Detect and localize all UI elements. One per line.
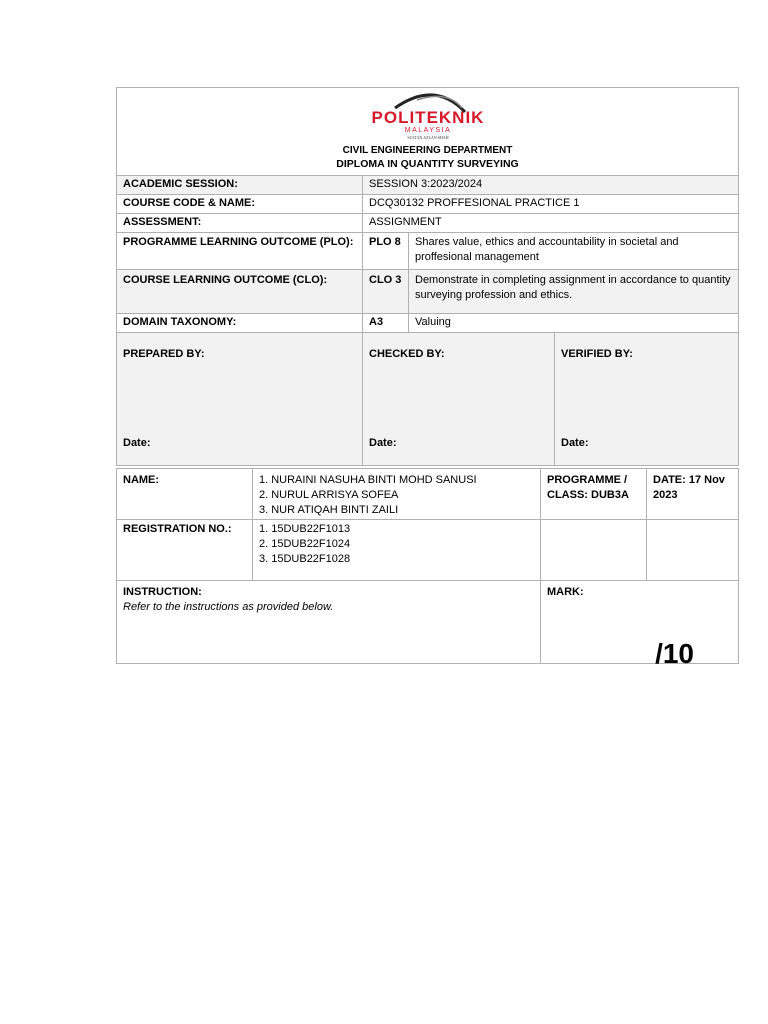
date-line-2: 2023 bbox=[653, 489, 678, 501]
politeknik-logo bbox=[117, 88, 738, 144]
clo-code: CLO 3 bbox=[363, 270, 409, 314]
class-label: CLASS: DUB3A bbox=[547, 489, 629, 501]
checked-by-cell bbox=[363, 333, 555, 466]
plo-row bbox=[117, 233, 739, 270]
plo-text: Shares value, ethics and accountability in societal and proffesional management bbox=[409, 233, 739, 270]
clo-label: COURSE LEARNING OUTCOME (CLO): bbox=[117, 270, 363, 314]
names-cell bbox=[253, 469, 541, 520]
mark-label: MARK: bbox=[547, 586, 584, 598]
student-info-table bbox=[116, 468, 739, 669]
name-row bbox=[117, 469, 739, 520]
student-name: 2. NURUL ARRISYA SOFEA bbox=[259, 489, 399, 501]
domain-label: DOMAIN TAXONOMY: bbox=[117, 314, 363, 333]
instruction-row bbox=[117, 581, 739, 664]
programme-class-cell bbox=[541, 469, 647, 520]
svg-text:MALAYSIA: MALAYSIA bbox=[404, 127, 452, 134]
plo-code: PLO 8 bbox=[363, 233, 409, 270]
academic-session-row bbox=[117, 176, 739, 195]
prepared-date-label: Date: bbox=[123, 437, 151, 449]
domain-row bbox=[117, 314, 739, 333]
empty-cell bbox=[541, 520, 647, 581]
programme-title: DIPLOMA IN QUANTITY SURVEYING bbox=[336, 158, 519, 170]
assessment-value: ASSIGNMENT bbox=[363, 214, 739, 233]
assessment-row bbox=[117, 214, 739, 233]
date-line-1: DATE: 17 Nov bbox=[653, 474, 725, 486]
clo-row bbox=[117, 270, 739, 314]
prepared-by-cell bbox=[117, 333, 363, 466]
clo-text: Demonstrate in completing assignment in accordance to quantity surveying profession and ethics. bbox=[409, 270, 739, 314]
name-label: NAME: bbox=[117, 469, 253, 520]
student-name: 3. NUR ATIQAH BINTI ZAILI bbox=[259, 504, 399, 516]
prepared-by-label: PREPARED BY: bbox=[123, 348, 205, 360]
verified-date-label: Date: bbox=[561, 437, 589, 449]
course-value: DCQ30132 PROFFESIONAL PRACTICE 1 bbox=[363, 195, 739, 214]
plo-label: PROGRAMME LEARNING OUTCOME (PLO): bbox=[117, 233, 363, 270]
course-row bbox=[117, 195, 739, 214]
academic-session-label: ACADEMIC SESSION: bbox=[117, 176, 363, 195]
signature-row bbox=[117, 333, 739, 466]
instruction-text: Refer to the instructions as provided below. bbox=[123, 601, 334, 613]
programme-label: PROGRAMME / bbox=[547, 474, 628, 486]
verified-by-cell bbox=[555, 333, 739, 466]
registration-number: 1. 15DUB22F1013 bbox=[259, 523, 351, 535]
assessment-label: ASSESSMENT: bbox=[117, 214, 363, 233]
svg-text:POLITEKNIK: POLITEKNIK bbox=[371, 108, 485, 127]
registration-cell bbox=[253, 520, 541, 581]
header-cell bbox=[117, 88, 739, 176]
mark-value: /10 bbox=[655, 638, 694, 669]
department-title: CIVIL ENGINEERING DEPARTMENT bbox=[342, 145, 513, 156]
verified-by-label: VERIFIED BY: bbox=[561, 348, 633, 360]
empty-cell bbox=[647, 520, 739, 581]
registration-row bbox=[117, 520, 739, 581]
domain-code: A3 bbox=[363, 314, 409, 333]
instruction-cell bbox=[117, 581, 541, 664]
instruction-label: INSTRUCTION: bbox=[123, 586, 202, 598]
registration-label: REGISTRATION NO.: bbox=[117, 520, 253, 581]
registration-number: 2. 15DUB22F1024 bbox=[259, 538, 351, 550]
checked-date-label: Date: bbox=[369, 437, 397, 449]
mark-cell bbox=[541, 581, 739, 669]
checked-by-label: CHECKED BY: bbox=[369, 348, 445, 360]
date-cell bbox=[647, 469, 739, 520]
academic-session-value: SESSION 3:2023/2024 bbox=[363, 176, 739, 195]
course-label: COURSE CODE & NAME: bbox=[117, 195, 363, 214]
svg-text:SULTAN AZLAN SHAH: SULTAN AZLAN SHAH bbox=[407, 135, 449, 140]
registration-number: 3. 15DUB22F1028 bbox=[259, 553, 351, 565]
course-info-table bbox=[116, 87, 739, 466]
student-name: 1. NURAINI NASUHA BINTI MOHD SANUSI bbox=[259, 474, 477, 486]
domain-text: Valuing bbox=[409, 314, 739, 333]
